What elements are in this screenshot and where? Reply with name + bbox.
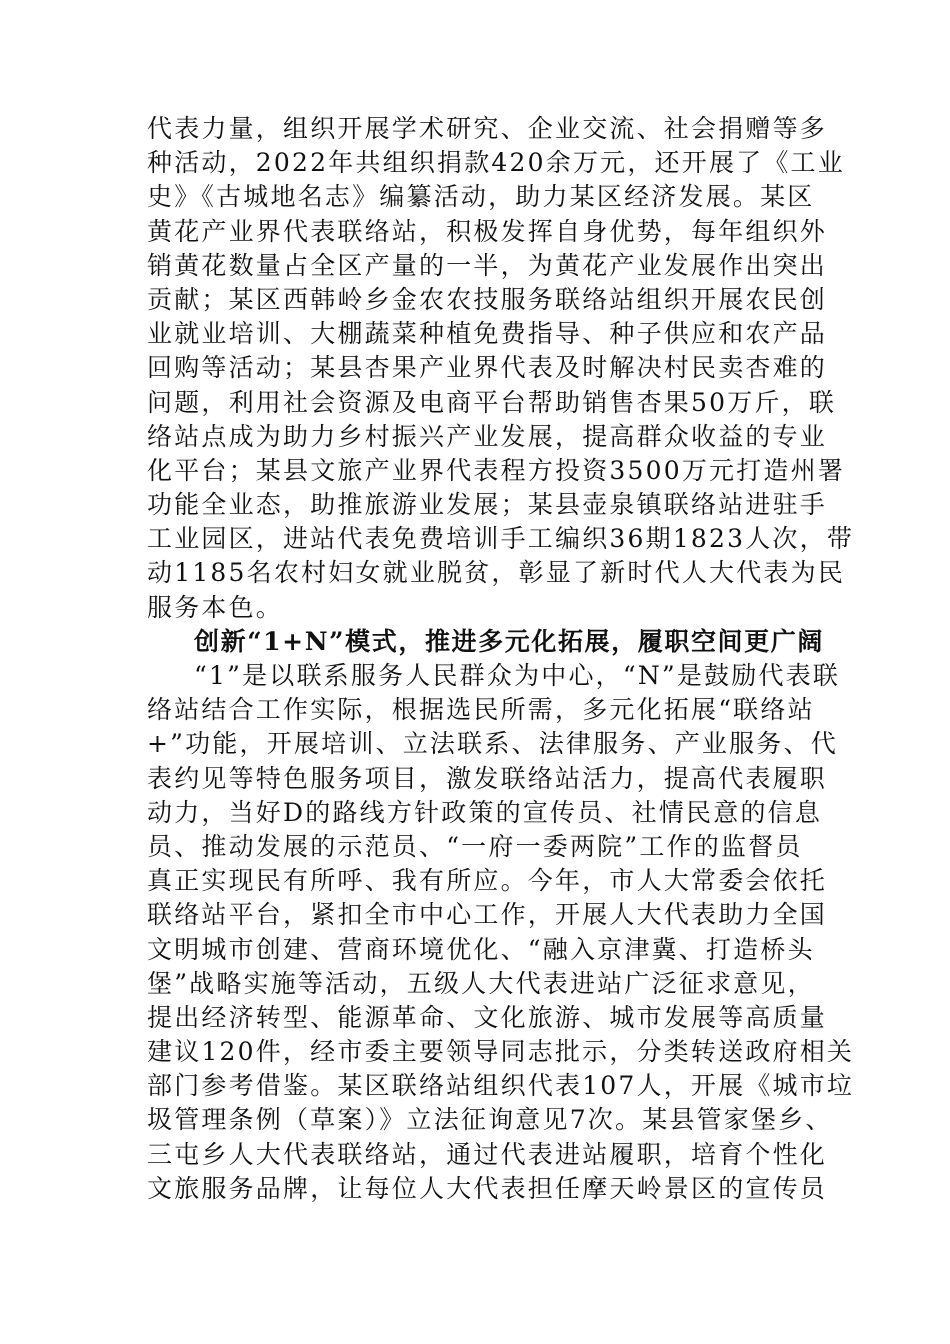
paragraph-line: 业就业培训、大棚蔬菜种植免费指导、种子供应和农产品	[147, 319, 828, 349]
paragraph-line: 代表力量，组织开展学术研究、企业交流、社会捐赠等多	[147, 114, 828, 143]
document-body	[147, 112, 855, 1206]
paragraph-line: 贡献；某区西韩岭乡金农农技服务联络站组织开展农民创	[147, 284, 828, 314]
paragraph-line: 堡”战略实施等活动，五级人大代表进站广泛征求意见，	[147, 968, 815, 998]
paragraph-line: 联络站平台，紧扣全市中心工作，开展人大代表助力全国	[147, 900, 828, 930]
paragraph-line: 工业园区，进站代表免费培训手工编织36期1823人次，带	[147, 524, 855, 554]
paragraph-line: 史》《古城地名志》编纂活动，助力某区经济发展。某区	[147, 182, 815, 212]
paragraph-line: 部门参考借鉴。某区联络站组织代表107人，开展《城市垃	[147, 1071, 855, 1101]
paragraph-line: 络站点成为助力乡村振兴产业发展，提高群众收益的专业	[147, 421, 828, 451]
paragraph-line: +”功能，开展培训、立法联系、法律服务、产业服务、代	[147, 729, 838, 759]
paragraph-line: 员、推动发展的示范员、“一府一委两院”工作的监督员	[147, 831, 803, 861]
paragraph-line: “1”是以联系服务人民群众为中心，“N”是鼓励代表联	[194, 661, 841, 690]
paragraph-line: 真正实现民有所呼、我有所应。今年，市人大常委会依托	[147, 866, 828, 896]
paragraph-line: 文旅服务品牌，让每位人大代表担任摩天岭景区的宣传员	[147, 1173, 828, 1203]
paragraph-line: 种活动，2022年共组织捐款420余万元，还开展了《工业	[147, 148, 845, 178]
paragraph-line: 络站结合工作实际，根据选民所需，多元化拓展“联络站	[147, 695, 815, 725]
section-heading: 创新“1+N”模式，推进多元化拓展，履职空间更广阔	[194, 626, 824, 656]
paragraph-line: 服务本色。	[147, 592, 284, 622]
paragraph-line: 黄花产业界代表联络站，积极发挥自身优势，每年组织外	[147, 216, 828, 246]
paragraph-line: 文明城市创建、营商环境优化、“融入京津冀、打造桥头	[147, 934, 815, 964]
paragraph-line: 提出经济转型、能源革命、文化旅游、城市发展等高质量	[147, 1002, 828, 1032]
paragraph-line: 问题，利用社会资源及电商平台帮助销售杏果50万斤，联	[147, 387, 837, 417]
paragraph-line: 三屯乡人大代表联络站，通过代表进站履职，培育个性化	[147, 1139, 828, 1169]
paragraph-line: 化平台；某县文旅产业界代表程方投资3500万元打造州署	[147, 455, 846, 485]
paragraph-line: 回购等活动；某县杏果产业界代表及时解决村民卖杏难的	[147, 353, 828, 383]
paragraph-line: 表约见等特色服务项目，激发联络站活力，提高代表履职	[147, 763, 828, 793]
paragraph-line: 圾管理条例（草案）》立法征询意见7次。某县管家堡乡、	[147, 1105, 833, 1135]
paragraph-line: 动力，当好D的路线方针政策的宣传员、社情民意的信息	[147, 797, 823, 827]
paragraph-line: 建议120件，经市委主要领导同志批示，分类转送政府相关	[147, 1037, 855, 1067]
paragraph-line: 动1185名农村妇女就业脱贫，彰显了新时代人大代表为民	[147, 558, 846, 588]
paragraph-line: 销黄花数量占全区产量的一半，为黄花产业发展作出突出	[147, 250, 828, 280]
paragraph-line: 功能全业态，助推旅游业发展；某县壶泉镇联络站进驻手	[147, 490, 828, 520]
